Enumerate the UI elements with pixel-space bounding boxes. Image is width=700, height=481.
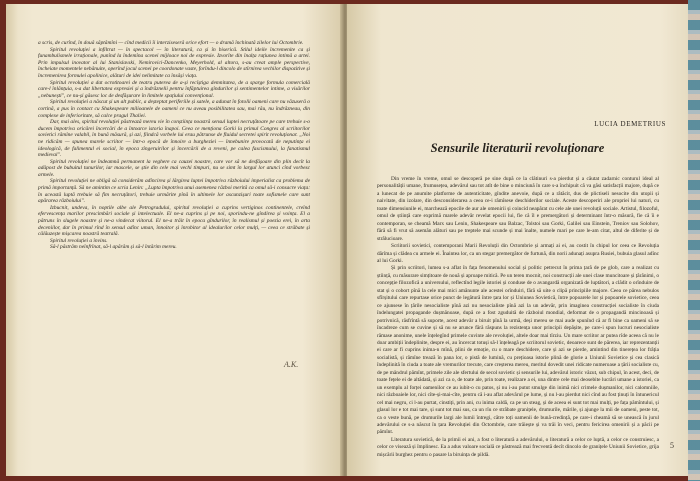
paragraph: Spiritul revoluției ne îndeamnă permanent la veghere ca cauzei noastre, care vor să ne desfășoare din plin decît la adăpost de bubuitul tunurilor, iar mascele, se știe din cele mai vechi timpuri, nu se simt în largul lor atunci cînd vorbesc armele.: [38, 158, 310, 178]
paragraph: Spiritul revoluției a învins.: [50, 237, 108, 244]
left-page: [6, 4, 343, 476]
book-edge-strips: [688, 0, 700, 481]
paragraph: Și prin scriitori, lumea s-a aflat în fața fenomenului social și politic petrecut în prima țară de pe glob, care a realizat cu știință, cu măsurare simțitoare de nouă și aproape mitică. Pe un teren mocnit, noi construcții ale unei clase muncitoare și țărănimi, o concepție filozofică a universului, reflectînd legile istoriei și conduse de o avangardă organizată de luptători, a clădit o orînduire de stat și o cobort pînă la cele mai mici amănunte ale acestei orînduiri, fără să uite o clipă principiile majore. Ceea ce părea nebulos sfîrșitului care repurtase orice punct de legătură între țara lor și Uniunea Sovietică, între popoarele lor și popoarele sovietice, ceea ce ajunsese în țările nesocialiste pînă azi nu nesocialiste pînă azi la un adevăr, prin imaginea construcției socialiste în ciuda îndelungatei propagande dușmănoase, după ce a fost zguduită de războiul mondial, deformat de o propagandă mincinoasă și potrivnică, răsfrîntă să suporte, acest adevăr a biruit pînă la urmă, deși mereu se mai aude spunînd că ar fi bine ca oameni să se încadreze cum se cuvine și să nu se arunce fără răspuns la rezistența unor principii depășite, pe care-i spun lucruri nesocialiste rămase anonime, unele înțelegînd primele cuvinte ale revoluției, altele doar mai tîrziu. Un mare scriitor ar putea rîde aceea că nu le doar ambiții îndeplinite, despre ei, au încercat totuși să-l înțeleagă pe scriitorul sovietic, deoarece sunt de părerea, iar reprezentanții ei care ar fi cuprins inima-n mînă, plini de emoție, cu o mare deschidere, care și azi se pierde, amintind din tinerețea lor frăția socialistă, și rămîne trează în pana lor, o pistă de lumină, cu prețioasa istorie plină de glorie a Uniunii Sovietice și cea clasică îndeplinită în ciuda a toate ale vremurilor trecute, care creșterea mereu, meritul dovedit unei ridicate numeroase a țării socialiste cu, de pe mândrul pămînt, primele zile ale sfertului de secol sovietic și sensurile lui, adevărul istoric văzut, sub chipul, în acest, deci, de toate fețele ei de altădată, și azi ca o, de toate ale, prin toate, realizare a ei, una dintre cele mai deosebite lucrări umane a istoriei, ca un exemplu al forței oamenilor ce au iubit-o cu patos, și nu i-au putut smulge din inimă nici crimele dușmanilor, nici calomniile, nici războaiele lor, nici cîte-și-mai-cîte, pentru că i-au aflat adevărul pe lume, și nu l-au pierdut nici cînd au fost ținuți în întunericul cel mai negru, ci l-au purtat, cinstiți, prin ani, cu inima caldă, ca pe un steag, și de aceea ei sunt tot mai mulți, pe fața pămîntului, și glasul lor e tot mai tare, și sunt tot mai sus, ca un rîu ce străbate granițele, drumurile, mările, și ajunge la mii de oameni, peste tot, ca o veste bună, pe drumurile largi ale lumii întregi, către toți oamenii de bună-credință, pe care-i cheamă să se unească în jurul adevărului ce s-a născut în țara Revoluției din Octombrie, care trăiește și va trăi în veci, pentru fericirea omenirii și a păcii pe pămînt.: [377, 265, 659, 436]
right-page: [347, 4, 688, 476]
left-page-text: [38, 40, 310, 251]
paragraph: Spiritul revoluției ne obligă să considerăm adîncirea și lărgirea luptei împotriva războiului imperialist ca problema de primă importanță. Să ne amintim ce scria Lenin: „Lupta împotriva unui asemenea război merită ca omul să-i consacre viața: în această luptă trebuie să fim necruțători, trebuie urmărite pînă în ultimele lor ascunzișuri toate sofismele care sunt apărarea războiului".: [38, 178, 310, 205]
book-spread: [6, 4, 688, 476]
author-name: LUCIA DEMETRIUS: [594, 120, 666, 128]
paragraph: Literatura sovietică, de la primii ei ani, a fost o literatură a adevărului, o literatură a celor ce luptă, a celor ce construiesc, a celor ce visează și împlinesc. Ea a adus valoare socială ce păstrează mai frecventă decît dincolo de granițele Uniunii Sovietice, grija mișcării burghez pentru o pasare la biruința de pildă.: [377, 436, 659, 458]
page-number: 5: [670, 441, 674, 450]
page-edge-shadow: [6, 4, 18, 476]
paragraph: Spiritul revoluției a infiltrat — în spectacol — în literatură, ca și în biserică. Stilul ideile încremenite ca și funambulismele irraționale, punînd la îndemîna scenei mijloace noi de expresie. Izvorîte din înalța rațiunea intimă a artei. Prin impulsul inovator al lui Stanislavski, Nemirovici-Dancenko, Meyerhold, al altora, s-au creat ample perspective, încheiate momentele nebănuite, operînd jocul scenei pe coordonate vaste, forîndu-l dincolo de stîrnirea vechilor dispozitive și încremenirea formulei apolinice, alături de idei nelimitate ca însăși viața.: [38, 46, 310, 79]
paragraph: Să-l păstrăm neînfrînat, să-l apărăm și să-l întărim mereu.: [50, 244, 177, 251]
paragraph: Din vreme în vreme, omul se descoperă pe sine după ce la clătinuri s-a pierdut și a căutat zadarnic conturul ideal al personalității umane, frumusețea, adevărul sau tot atît de bine o minciună în care s-a închipuit că va găsi satisfacții majore, după ce a lunecat de pe anumite platforme de autenticitate, gîndite anevoie, după ce a rătăcit, dus de plictiseli nesocite din utopii și naivitate, din izolare, din desconsiderarea a ceea ce-i rămîsese deschiderilor sociale. Aceste descoperiri ale propriei lui naturi, cu toate dimensiunile ei, marchează epocile de aur ale omenirii și coincid neapărat cu cele ale unei revoluții sociale. Artistul, filozoful, omul de știință care exprimă marele adevăr revelat epocii lui, fie că îl e premergători și determinant într-o măsură, fie că îi e contemporan, se cheamă Marx sau Lenin, Shakespeare sau Balzac, Tolstoi sau Gorki, Galilei sau Einstein, Treniov sau Solohov, fără să fi vrut să asemăn alături sau pe treptele mai scunde și mai înalte, numele mari pe care le-am citat, altul de diferite și de strălucioare.: [377, 176, 659, 242]
paragraph: Scriitorii sovietici, contemporani Marii Revoluții din Octombrie și armați ai ei, au costit în chipul lor ceea ce Revoluția dărîma și clădea cu armele ei. Înaintea lor, ca un stegar premergător de furtună, din norii adunați asupra Rusiei, bubuia glasul adînc al lui Gorki.: [377, 243, 659, 264]
paragraph: Izbucnit, undeva, în noptile albe ale Petrogradului, spiritul revoluției a cuprins vertiginos continentele, creînd efervescența marilor prescimbări sociale și intelectuale. El ne-a cuprins și pe noi, sporindu-ne gîndirea și voința. El a pătruns în slugele noastre și ne-a vindecat viitorul. El ne-a trăit în epoca gîndurilor, în realismul și poezia erei, în arta deceniilor, dar în primul rînd în sensul adînc uman, înnoitor și înrobitor al idealurilor celor mulți, — ceea ce străbate și călăuzește mișcarea noastră teatrală.: [38, 204, 310, 238]
paragraph: Spiritul revoluției a născut și un alt public, a deșteptat periferiile și satele, a adunat în fotolii oameni care nu văzuseră o cortină, a pus în contact cu Shakespeare milioanele de oameni ce nu aveau posibilitatea sau, mai rău, nu îndrăzneau, din complexe de inferioritate, să calce pragul Thaliei.: [38, 99, 310, 119]
article-title: Sensurile literaturii revoluționare: [430, 141, 605, 155]
paragraph: a scris, de curînd, în două săptămîni — cînd medicii îi interziseseră orice efort — o dramă închinată zilelor lui Octombrie.: [38, 40, 304, 46]
signature: A.K.: [284, 360, 299, 369]
paragraph: Spiritul revoluției a dat ocrotitoarei de teatru puterea de a-și recîștiga demnitatea, de a sparge formula comercială care-l înlănțuia, s-a dat libertatea expresiei și a îndrăznelii pentru înfăptuirea gîndurilor și sentimentelor intime, a visărilor „nebunești", ce nu-și găsesc loc de desfășurare în limitele spațiului convențional.: [38, 79, 310, 99]
paragraph: Dar, mai ales, spiritul revoluției păstrează mereu vie în conștiința noastră sensul luptei necruțătoare pe care trebuie s-o ducem împotriva oricărei încercări de a întoarce istoria înapoi. Ceea ce menționa Gorki la primul Congres al scriitorilor sovietici rămîne valabil, în bună măsură, și azi, fiindcă vorbele lui erau pătrunse de fluidul secretei spirit revoluționar. „Noi ne ridicăm — spunea marele scriitor — într-o epocă de înnoire a burgheziei — înnebunire provocată de neputința ei ideologică, de falimentul ei social, în epoca zîngeruirilor și încercării de a reveni, pe calea fascismului, la fanatismul medieval".: [38, 119, 310, 159]
right-page-text: [377, 176, 659, 459]
